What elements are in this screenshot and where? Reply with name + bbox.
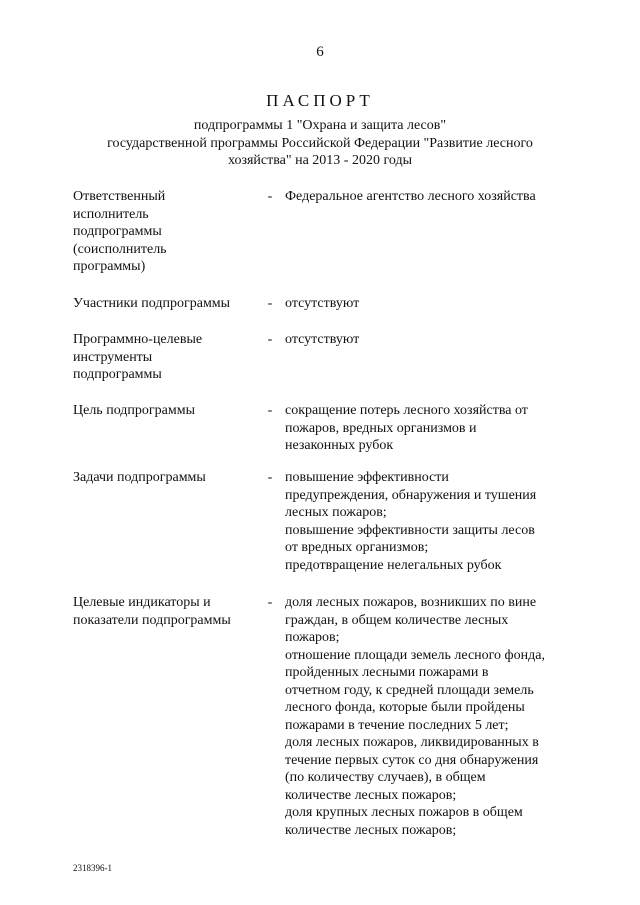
row-label: Участники подпрограммы — [73, 296, 231, 311]
passport-row-instruments — [73, 331, 573, 402]
row-label: Программно-целевые инструменты подпрограммы — [73, 332, 203, 382]
document-title: ПАСПОРТ — [266, 91, 374, 110]
row-dash: - — [267, 595, 273, 610]
page-number: 6 — [316, 44, 324, 60]
subtitle-line: подпрограммы 1 "Охрана и защита лесов" — [193, 118, 447, 133]
row-value: сокращение потерь лесного хозяйства от пожаров, вредных организмов и незаконных рубок — [285, 403, 528, 453]
row-dash: - — [267, 403, 273, 418]
row-dash: - — [267, 332, 273, 347]
subtitle-line: хозяйства" на 2013 - 2020 годы — [227, 153, 412, 168]
passport-row-participants — [73, 295, 573, 331]
row-label: Ответственный исполнитель подпрограммы (соисполнитель программы) — [73, 189, 167, 274]
passport-table — [73, 188, 573, 844]
row-dash: - — [267, 296, 273, 311]
passport-row-indicators — [73, 594, 573, 844]
passport-row-responsible — [73, 188, 573, 295]
row-value: доля лесных пожаров, возникших по вине граждан, в общем количестве лесных пожаров; отношение площади земель лесного фонда, пройденных лесными пожарами в отчетном году, к средней площади земель лесного фонда, которые были пройдены пожарами в течение последних 5 лет; доля лесных пожаров, ликвидированных в течение первых суток со дня обнаружения (по количеству случаев), в общем количестве лесных пожаров; доля крупных лесных пожаров в общем количестве лесных пожаров; — [285, 595, 545, 838]
passport-row-goal — [73, 402, 573, 469]
row-value: повышение эффективности предупреждения, обнаружения и тушения лесных пожаров; повышение эффективности защиты лесов от вредных организмов; предотвращение нелегальных рубок — [285, 470, 537, 573]
row-dash: - — [267, 189, 273, 204]
row-value: отсутствуют — [285, 332, 360, 347]
subtitle-line: государственной программы Российской Федерации "Развитие лесного — [107, 135, 533, 151]
passport-row-tasks — [73, 469, 573, 594]
row-label: Целевые индикаторы и показатели подпрограммы — [73, 595, 231, 628]
row-label: Цель подпрограммы — [73, 403, 195, 418]
document-code: 2318396-1 — [73, 863, 112, 873]
row-dash: - — [267, 470, 273, 485]
row-label: Задачи подпрограммы — [73, 470, 206, 485]
row-value: отсутствуют — [285, 296, 360, 311]
row-value: Федеральное агентство лесного хозяйства — [285, 189, 536, 204]
document-subtitle — [60, 117, 580, 170]
